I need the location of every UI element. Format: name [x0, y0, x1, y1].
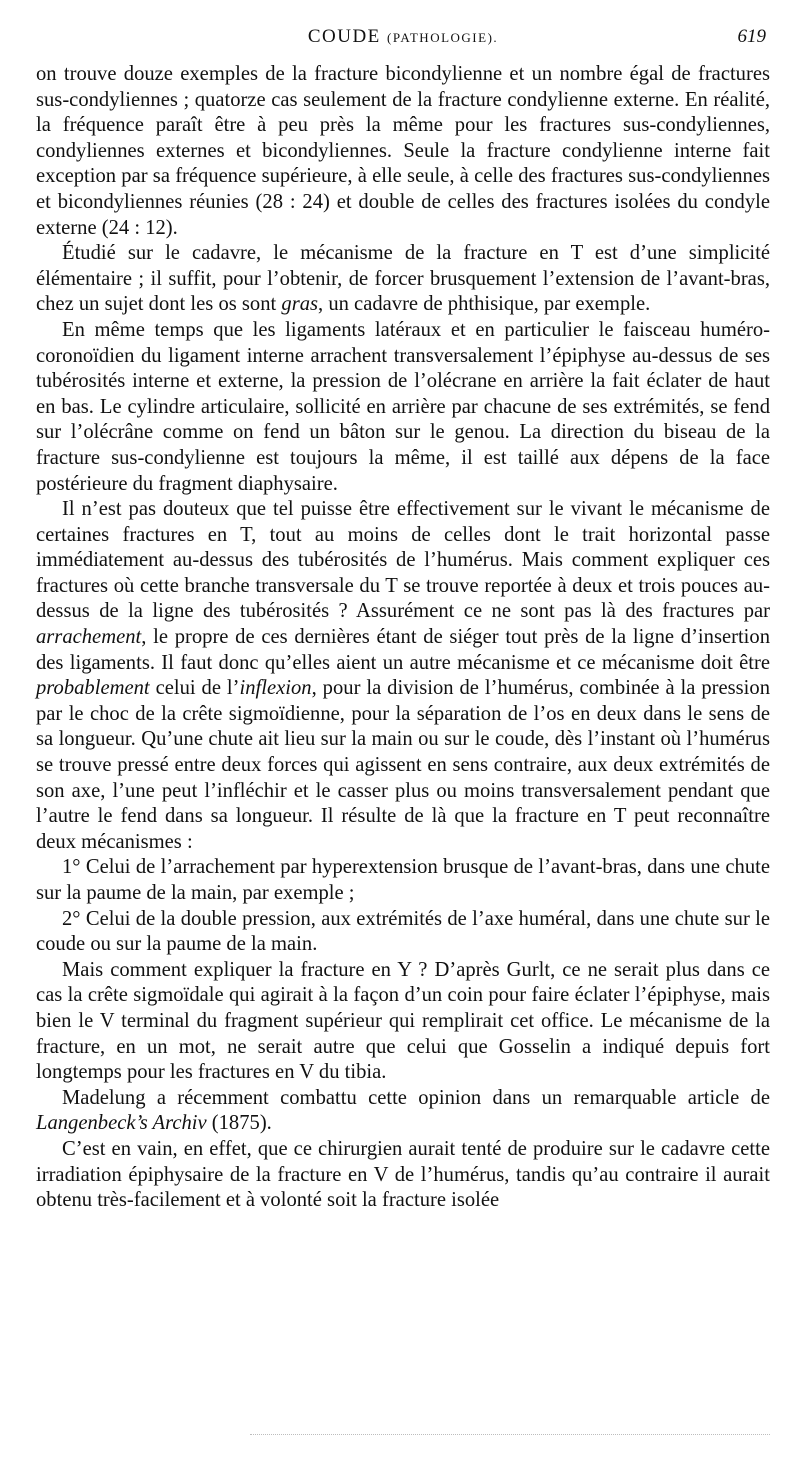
- paragraph-text: Madelung a récemment combattu cette opinion dans un remarquable article de: [62, 1086, 770, 1109]
- italic-text: Langenbeck’s Archiv: [36, 1112, 207, 1135]
- paragraph: [36, 318, 770, 497]
- paragraph: [36, 241, 770, 318]
- footer-rule: [250, 1434, 770, 1435]
- paragraph-text: 1° Celui de l’arrachement par hyperextension brusque de l’avant-bras, dans une chute sur la paume de la main, par exemple ;: [36, 856, 770, 904]
- paragraph: [36, 907, 770, 958]
- paragraph-text: on trouve douze exemples de la fracture bicondylienne et un nombre égal de fractures sus-condyliennes ; quatorze cas seulement de la fracture condylienne externe. En réalité, la fréquence paraît être à peu près la même pour les fractures sus-condyliennes, condyliennes externes et bicondyliennes. Seule la fracture condylienne interne fait exception par sa fréquence supérieure, à elle seule, à celle des fractures sus-condyliennes et bicondyliennes réunies (28 : 24) et double de celles des fractures isolées du condyle externe (24 : 12).: [36, 63, 770, 239]
- paragraph-text: , le propre de ces dernières étant de siéger tout près de la ligne d’insertion des ligaments. Il faut donc qu’elles aient un autre mécanisme et ce mécanisme doit être: [36, 626, 770, 674]
- italic-text: probablement: [36, 677, 150, 700]
- paragraph-text: Mais comment expliquer la fracture en Y ? D’après Gurlt, ce ne serait plus dans ce cas la crête sigmoïdale qui agirait à la façon d’un coin pour faire éclater l’épiphyse, mais bien le V terminal du fragment supérieur qui remplirait cet office. Le mécanisme de la fracture, en un mot, ne serait autre que celui que Gosselin a indiqué depuis fort longtemps pour les fractures en V du tibia.: [36, 958, 770, 1084]
- running-title-main: COUDE: [307, 26, 381, 47]
- paragraph-text: , un cadavre de phthisique, par exemple.: [318, 293, 651, 316]
- italic-text: arrachement: [36, 626, 142, 649]
- paragraph-text: celui de l’: [149, 677, 240, 700]
- paragraph-text: 2° Celui de la double pression, aux extrémités de l’axe huméral, dans une chute sur le coude ou sur la paume de la main.: [36, 907, 770, 956]
- paragraph: [36, 855, 770, 906]
- italic-text: gras: [281, 293, 319, 316]
- paragraph-text: (1875).: [206, 1112, 272, 1135]
- body-text: [36, 62, 770, 1214]
- running-title-subtitle: (PATHOLOGIE).: [387, 30, 499, 45]
- paragraph-text: C’est en vain, en effet, que ce chirurgien aurait tenté de produire sur le cadavre cette irradiation épiphysaire de la fracture en V de l’humérus, tandis qu’au contraire il aurait obtenu très-facilement et à volonté soit la fracture isolée: [36, 1137, 770, 1212]
- paragraph: [36, 958, 770, 1086]
- running-title: [36, 26, 770, 48]
- paragraph-text: Il n’est pas douteux que tel puisse être effectivement sur le vivant le mécanisme de certaines fractures en T, tout au moins de celles dont le trait horizontal passe immédiatement au-dessus des tubérosités de l’humérus. Mais comment expliquer ces fractures où cette branche transversale du T se trouve reportée à deux et trois pouces au-dessus de la ligne des tubérosités ? Assurément ce ne sont pas là des fractures par: [36, 498, 770, 623]
- italic-text: inflexion: [239, 677, 312, 700]
- paragraph: [36, 497, 770, 855]
- paragraph: [36, 1086, 770, 1137]
- page-number: 619: [737, 26, 766, 47]
- paragraph: [36, 1137, 770, 1214]
- running-head: [36, 0, 770, 52]
- paragraph-text: , pour la division de l’humérus, combinée à la pression par le choc de la crête sigmoïdienne, pour la séparation de l’os en deux dans le sens de sa longueur. Qu’une chute ait lieu sur la main ou sur le coude, dès l’instant où l’humérus se trouve pressé entre deux forces qui agissent en sens contraire, aux deux extrémités de son axe, l’une peut l’infléchir et le casser plus ou moins transversalement pendant que l’autre le fend dans sa longueur. Il résulte de là que la fracture en T peut reconnaître deux mécanismes :: [36, 677, 770, 853]
- paragraph: [36, 62, 770, 241]
- paragraph-text: En même temps que les ligaments latéraux et en particulier le faisceau huméro-coronoïdien du ligament interne arrachent transversalement l’épiphyse au-dessus de ses tubérosités interne et externe, la pression de l’olécrane en arrière la fait éclater de haut en bas. Le cylindre articulaire, sollicité en arrière par chacune de ses extrémités, se fend sur l’olécrâne comme on fend un bâton sur le genou. La direction du biseau de la fracture sus-condylienne est toujours la même, il est taillé aux dépens de la face postérieure du fragment diaphysaire.: [36, 318, 770, 495]
- paragraph-text: Étudié sur le cadavre, le mécanisme de la fracture en T est d’une simplicité élémentaire ; il suffit, pour l’obtenir, de forcer brusquement l’extension de l’avant-bras, chez un sujet dont les os sont: [36, 242, 770, 316]
